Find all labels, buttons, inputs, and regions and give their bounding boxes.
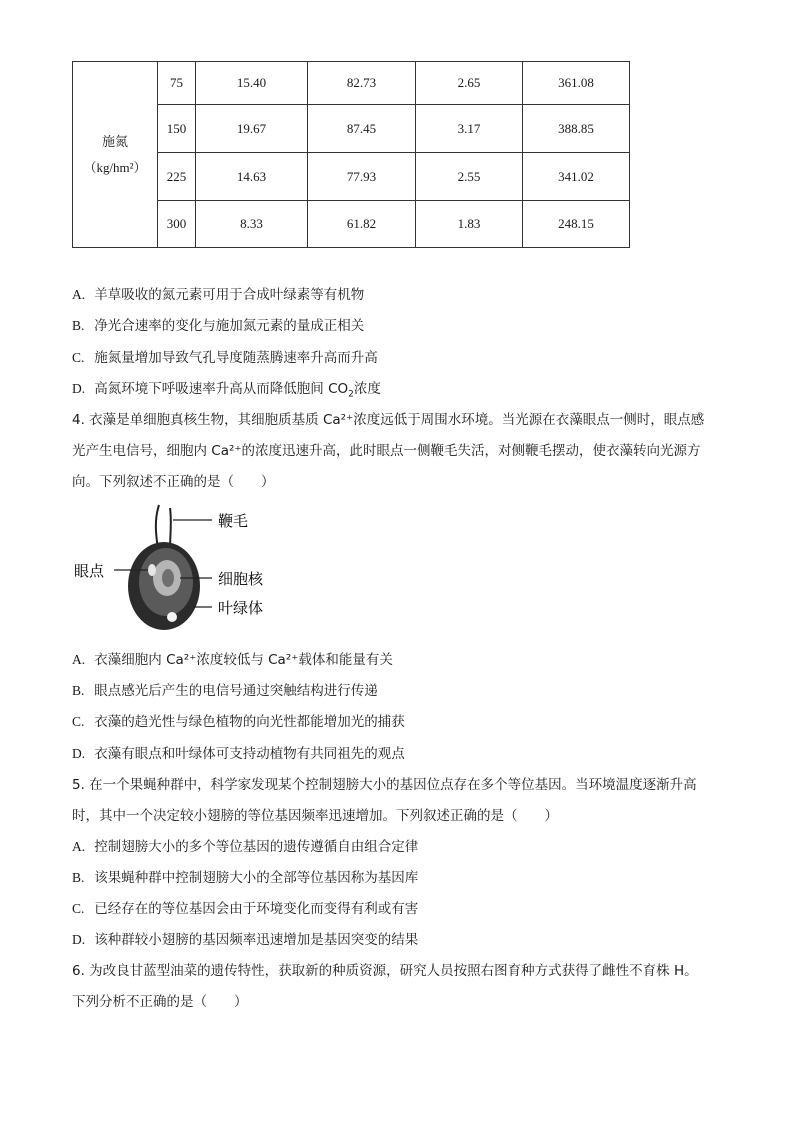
table-cell: 14.63 [196,153,308,201]
table-cell: 77.93 [308,153,416,201]
row-header-cell [73,62,158,248]
q4-stem-line: 向。下列叙述不正确的是（ ） [72,474,275,490]
label-eyespot: 眼点 [74,562,105,580]
table-cell: 82.73 [308,62,416,105]
table-cell: 19.67 [196,105,308,153]
nitrogen-level-cell: 300 [158,201,196,248]
q6-stem-line: 6. 为改良甘蓝型油菜的遗传特性，获取新的种质资源，研究人员按照右图育种方式获得了雌性不育株 H。 [72,963,698,979]
q6-stem-line: 下列分析不正确的是（ ） [72,994,248,1010]
table-cell: 2.55 [416,153,523,201]
q3-option-b: B. 净光合速率的变化与施加氮元素的量成正相关 [72,318,365,334]
q4-option-d: D. 衣藻有眼点和叶绿体可支持动植物有共同祖先的观点 [72,746,405,762]
table-cell: 1.83 [416,201,523,248]
q4-option-c: C. 衣藻的趋光性与绿色植物的向光性都能增加光的捕获 [72,714,405,730]
data-table [72,61,630,248]
q4-option-b: B. 眼点感光后产生的电信号通过突触结构进行传递 [72,683,378,699]
pyrenoid-shape [167,612,177,622]
chlamydomonas-figure [72,500,302,645]
table-cell: 61.82 [308,201,416,248]
table-cell: 8.33 [196,201,308,248]
nitrogen-level-cell: 150 [158,105,196,153]
q4-option-a: A. 衣藻细胞内 Ca²⁺浓度较低与 Ca²⁺载体和能量有关 [72,652,393,668]
table-cell: 87.45 [308,105,416,153]
row-header-label: 施氮 [101,133,128,149]
table-cell: 388.85 [523,105,630,153]
eyespot-shape [148,564,156,576]
table-cell: 341.02 [523,153,630,201]
q5-stem-line: 5. 在一个果蝇种群中，科学家发现某个控制翅膀大小的基因位点存在多个等位基因。当环境温度逐渐升高 [72,777,697,793]
label-chloroplast: 叶绿体 [218,599,264,617]
q5-option-c: C. 已经存在的等位基因会由于环境变化而变得有利或有害 [72,901,419,917]
q5-option-d: D. 该种群较小翅膀的基因频率迅速增加是基因突变的结果 [72,932,419,948]
table-cell: 361.08 [523,62,630,105]
q3-option-d: D. 高氮环境下呼吸速率升高从而降低胞间 $CO_2$浓度 [72,381,381,400]
nucleolus-shape [162,569,174,587]
table-cell: 3.17 [416,105,523,153]
q5-stem-line: 时，其中一个决定较小翅膀的等位基因频率迅速增加。下列叙述正确的是（ ） [72,808,558,824]
label-nucleus: 细胞核 [218,570,264,588]
q3-option-c: C. 施氮量增加导致气孔导度随蒸腾速率升高而升高 [72,350,378,366]
table-cell: 2.65 [416,62,523,105]
row-header-unit: （kg/hm²） [83,159,147,175]
q4-stem-line: 4. 衣藻是单细胞真核生物，其细胞质基质 Ca²⁺浓度远低于周围水环境。当光源在衣藻眼点一侧时，眼点感 [72,412,705,428]
table-row [73,62,630,105]
q5-option-b: B. 该果蝇种群中控制翅膀大小的全部等位基因称为基因库 [72,870,419,886]
label-flagellum: 鞭毛 [218,512,249,530]
q5-option-a: A. 控制翅膀大小的多个等位基因的遗传遵循自由组合定律 [72,839,419,855]
nitrogen-level-cell: 225 [158,153,196,201]
q4-stem-line: 光产生电信号，细胞内 Ca²⁺的浓度迅速升高，此时眼点一侧鞭毛失活，对侧鞭毛摆动，使衣藻转向光源方 [72,443,701,459]
nitrogen-level-cell: 75 [158,62,196,105]
table-cell: 248.15 [523,201,630,248]
q3-option-a: A. 羊草吸收的氮元素可用于合成叶绿素等有机物 [72,287,365,303]
table-cell: 15.40 [196,62,308,105]
